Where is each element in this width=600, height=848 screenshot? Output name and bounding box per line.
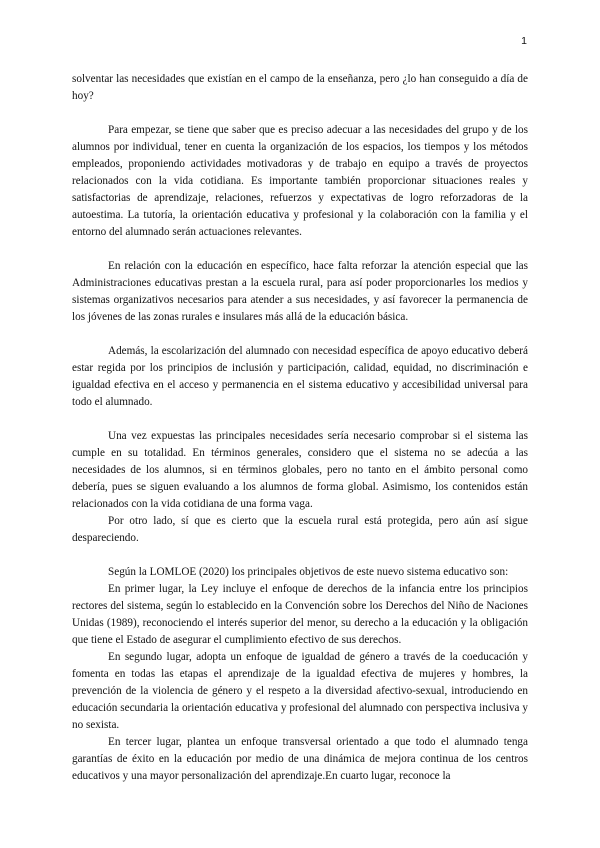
paragraph-inclusion: Además, la escolarización del alumnado con necesidad específica de apoyo educativo deberá estar regida por los principios de inclusión y participación, calidad, equidad, no discriminación e igualdad efectiva en el acceso y permanencia en el sistema educativo y accesibilidad universal para todo el alumnado. [72,345,528,408]
paragraph-rural-protection: Por otro lado, sí que es cierto que la escuela rural está protegida, pero aún así sigue despareciendo. [72,515,528,544]
paragraph-continuation: solventar las necesidades que existían en el campo de la enseñanza, pero ¿lo han conseguido a día de hoy? [72,73,528,102]
paragraph-lomloe-intro: Según la LOMLOE (2020) los principales objetivos de este nuevo sistema educativo son: [108,566,509,578]
paragraph-needs-adaptation: Para empezar, se tiene que saber que es preciso adecuar a las necesidades del grupo y de los alumnos por individual, tener en cuenta la organización de los espacios, los tiempos y los métodos empleados, proponiendo actividades motivadoras y de trabajo en equipo a través de proyectos relacionados con la vida cotidiana. Es importante también proporcionar situaciones reales y satisfactorias de aprendizaje, relaciones, refuerzos y expectativas de logro reforzadoras de la autoestima. La tutoría, la orientación educativa y profesional y la colaboración con la familia y el entorno del alumnado serán actuaciones relevantes. [72,124,528,238]
paragraph-first-objective: En primer lugar, la Ley incluye el enfoque de derechos de la infancia entre los principios rectores del sistema, según lo establecido en la Convención sobre los Derechos del Niño de Naciones Unidas (1989), reconociendo el interés superior del menor, su derecho a la educación y la obligación que tiene el Estado de asegurar el cumplimiento efectivo de sus derechos. [72,583,528,646]
paragraph-rural-school: En relación con la educación en específico, hace falta reforzar la atención especial que las Administraciones educativas prestan a la escuela rural, para así poder proporcionarles los medios y sistemas organizativos necesarios para atender a sus necesidades, y así favorecer la permanencia de los jóvenes de las zonas rurales e insulares más allá de la educación básica. [72,260,528,323]
page-number: 1 [521,35,527,47]
paragraph-assessment: Una vez expuestas las principales necesidades sería necesario comprobar si el sistema las cumple en su totalidad. En términos generales, considero que el sistema no se adecúa a las necesidades de los alumnos, si en términos globales, pero no tanto en el ámbito personal como debería, pues se siguen evaluando a los alumnos de forma global. Asimismo, los contenidos están relacionados con la vida cotidiana de una forma vaga. [72,430,528,510]
document-body [72,71,528,785]
paragraph-second-objective: En segundo lugar, adopta un enfoque de igualdad de género a través de la coeducación y fomenta en todas las etapas el aprendizaje de la igualdad efectiva de mujeres y hombres, la prevención de la violencia de género y el respeto a la diversidad afectivo-sexual, introduciendo en educación secundaria la orientación educativa y profesional del alumnado con perspectiva inclusiva y no sexista. [72,651,528,731]
paragraph-third-objective: En tercer lugar, plantea un enfoque transversal orientado a que todo el alumnado tenga garantías de éxito en la educación por medio de una dinámica de mejora continua de los centros educativos y una mayor personalización del aprendizaje.En cuarto lugar, reconoce la [72,736,528,782]
